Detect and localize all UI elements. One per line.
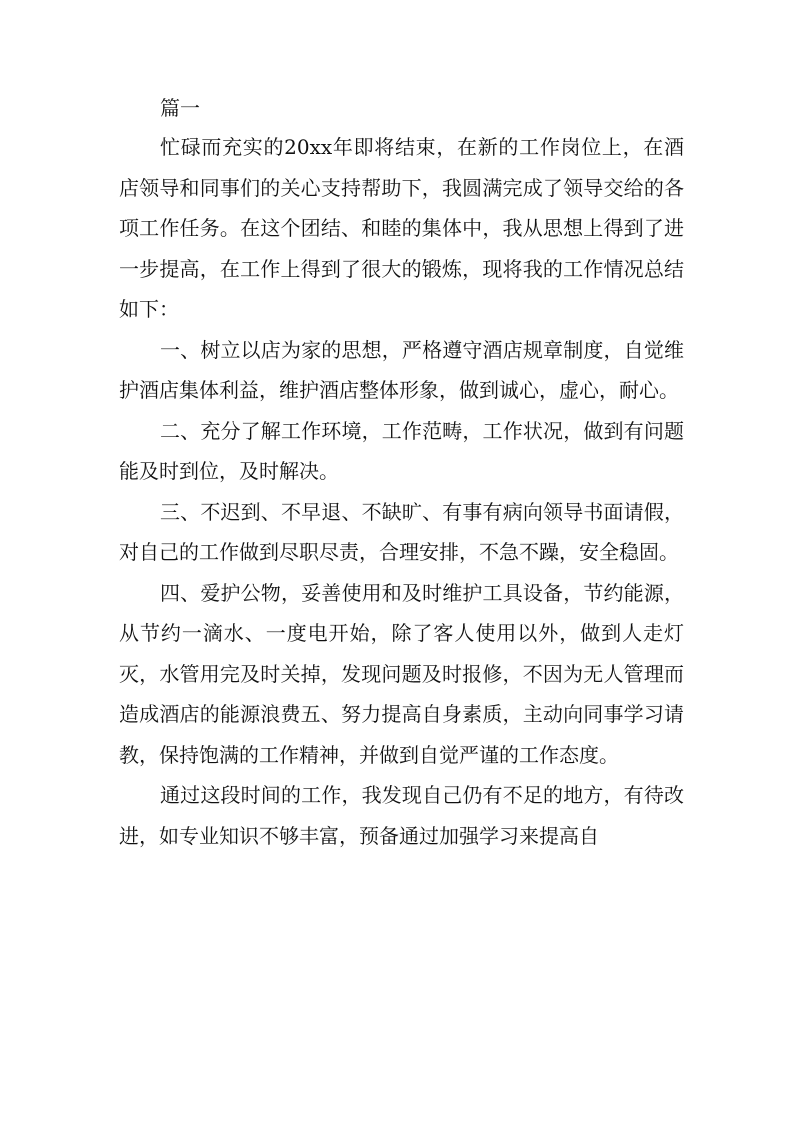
- paragraph-intro: 忙碌而充实的20xx年即将结束，在新的工作岗位上，在酒店领导和同事们的关心支持帮助下，我圆满完成了领导交给的各项工作任务。在这个团结、和睦的集体中，我从思想上得到了进一步提高，在工作上得到了很大的锻炼，现将我的工作情况总结如下：: [119, 135, 684, 321]
- paragraph-conclusion: 通过这段时间的工作，我发现自己仍有不足的地方，有待改进，如专业知识不够丰富，预备通过加强学习来提高自: [119, 783, 684, 848]
- section-heading: 篇一: [160, 96, 200, 120]
- document-page: [119, 89, 684, 856]
- paragraph-item-2: 二、充分了解工作环境，工作范畴，工作状况，做到有问题能及时到位，及时解决。: [119, 418, 684, 483]
- paragraph-item-3: 三、不迟到、不早退、不缺旷、有事有病向领导书面请假，对自己的工作做到尽职尽责，合理安排，不急不躁，安全稳固。: [119, 499, 684, 564]
- paragraph-item-1: 一、树立以店为家的思想，严格遵守酒店规章制度，自觉维护酒店集体利益，维护酒店整体形象，做到诚心，虚心，耐心。: [119, 337, 684, 402]
- paragraph-item-4: 四、爱护公物，妥善使用和及时维护工具设备，节约能源，从节约一滴水、一度电开始，除了客人使用以外，做到人走灯灭，水管用完及时关掉，发现问题及时报修，不因为无人管理而造成酒店的能源浪费五、努力提高自身素质，主动向同事学习请教，保持饱满的工作精神，并做到自觉严谨的工作态度。: [119, 580, 684, 767]
